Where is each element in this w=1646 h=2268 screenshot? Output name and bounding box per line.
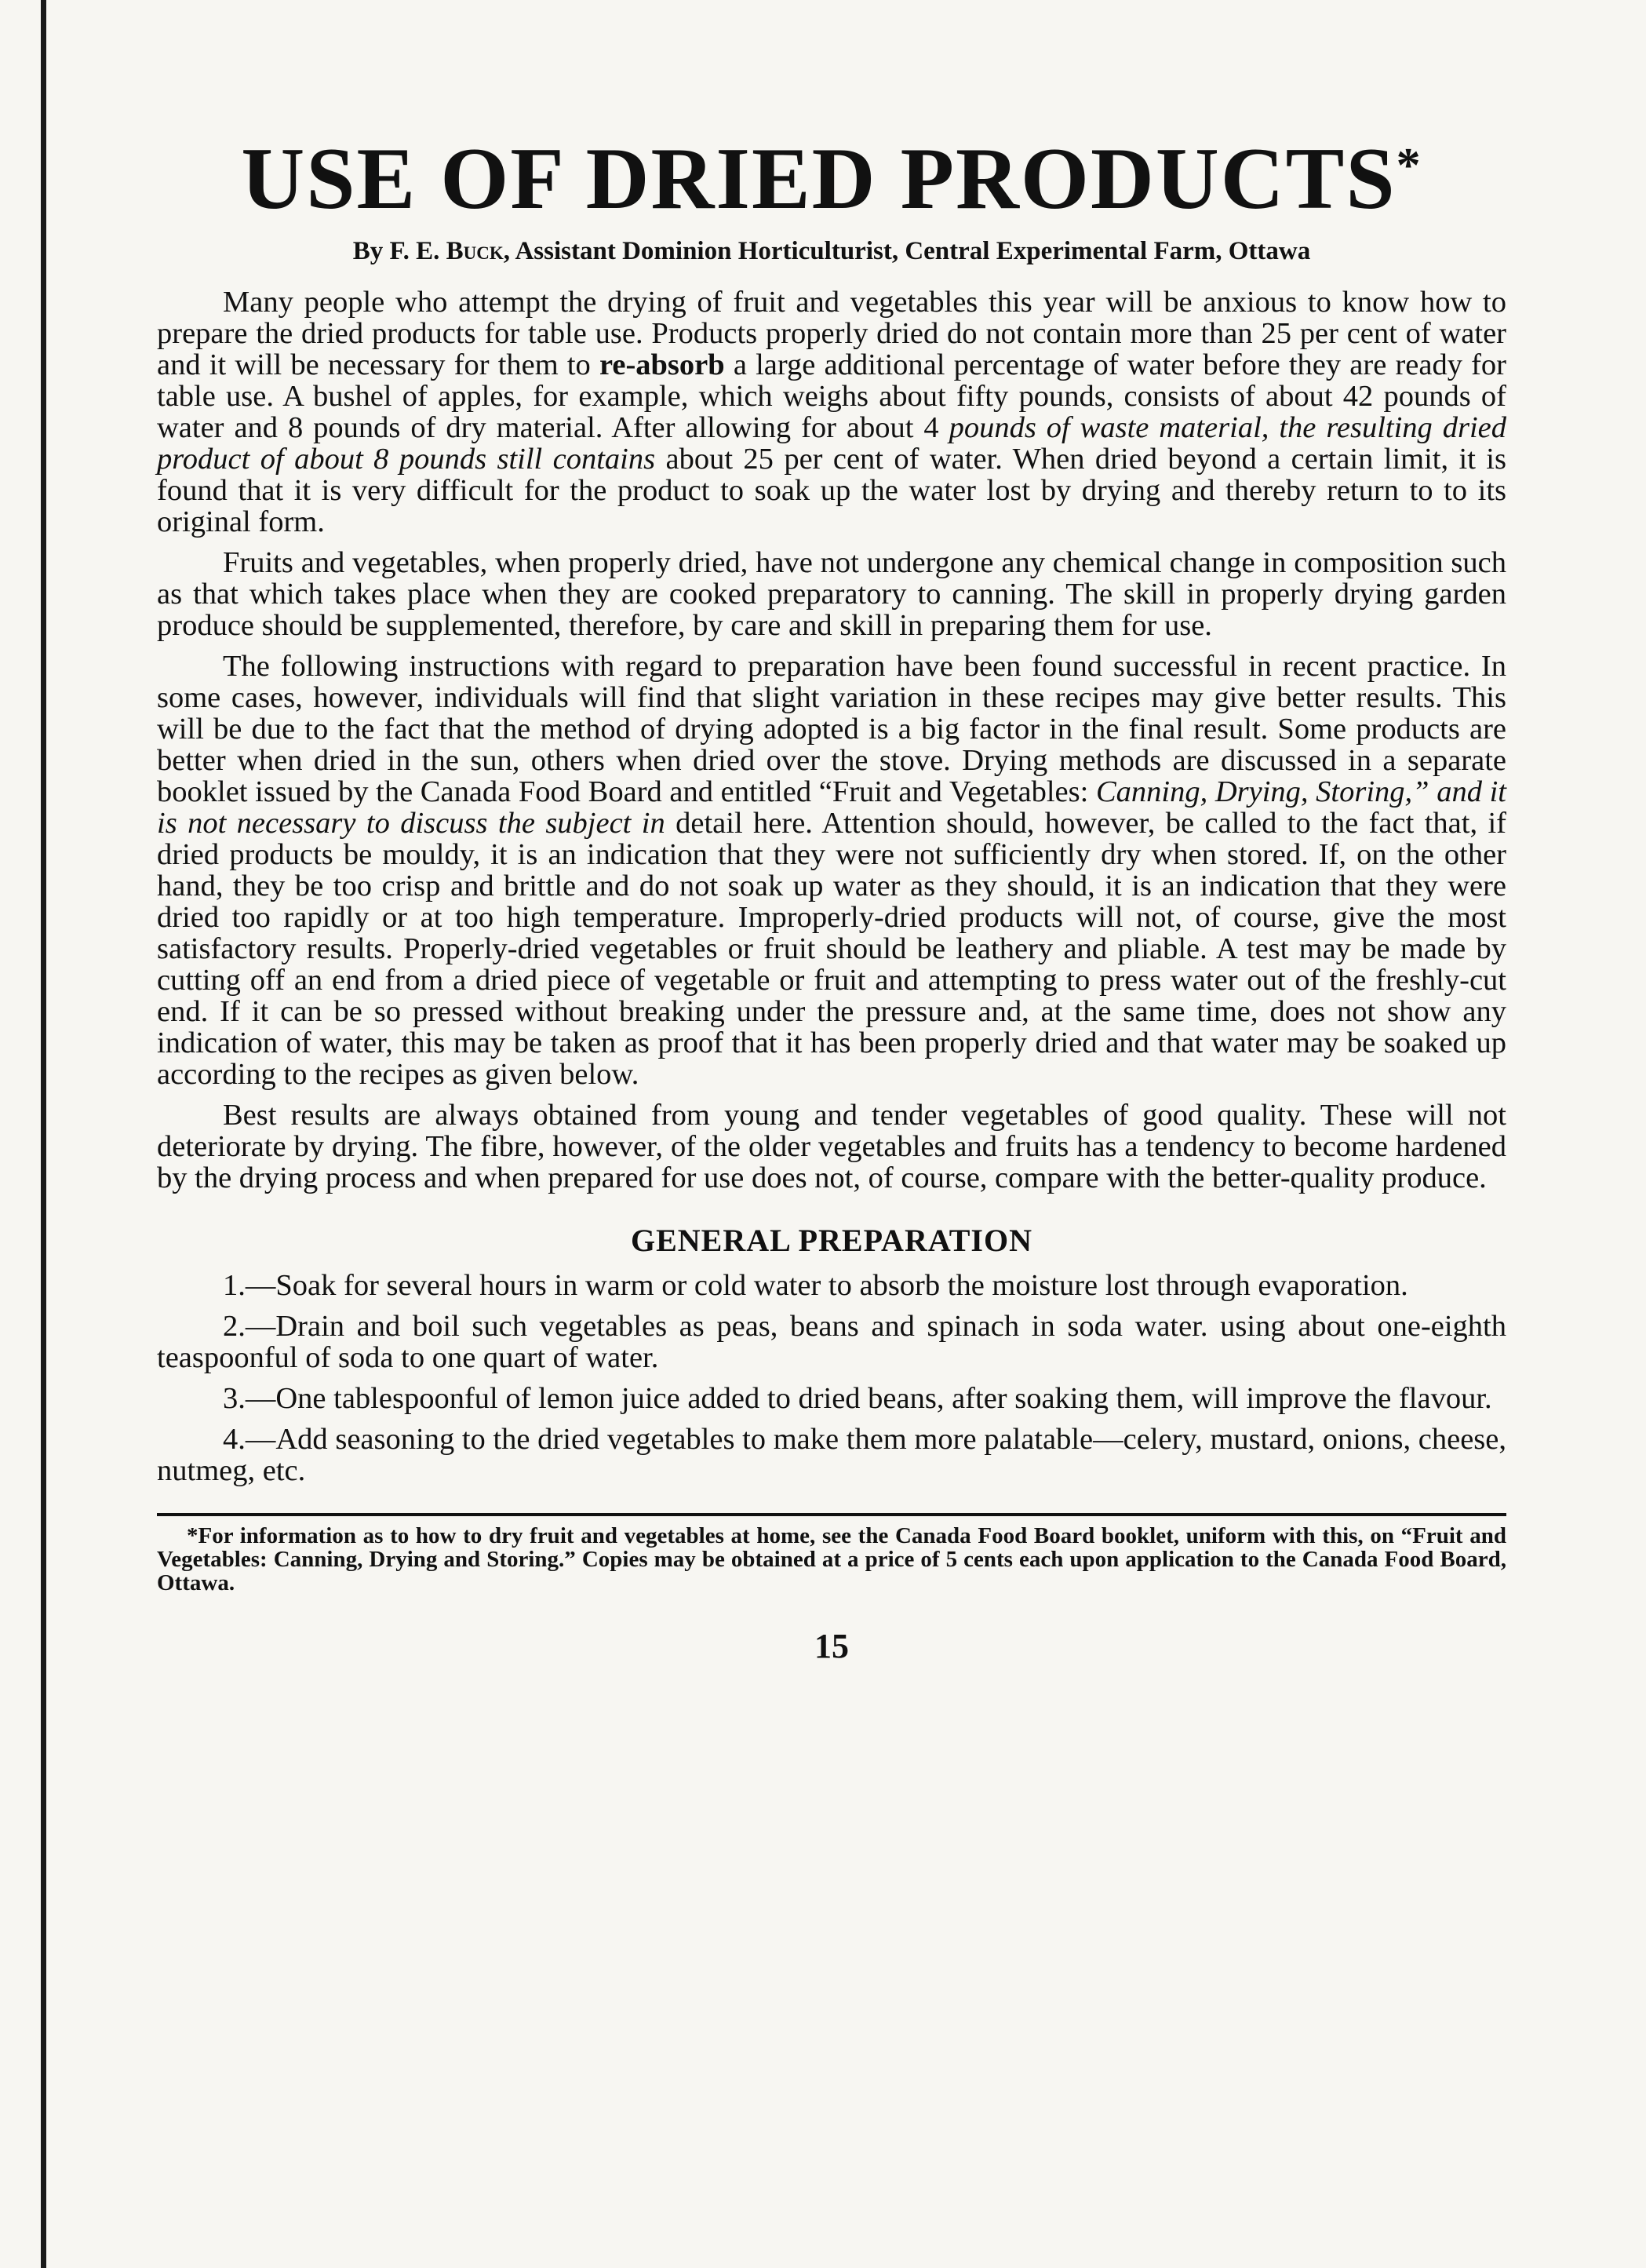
paragraph-3-text-a: The following instructions with regard to preparation have been found successful in recent practice. In some cases, however, individuals will find that slight variation in these recipes may give better results. This will be due to the fact that the method of drying adopted is a big factor in the final result. Some products are better when dried in the sun, others when dried over the stove. Drying methods are discussed in a separate booklet issued by the Canada Food Board and entitled “Fruit and Vegetables: — [157, 649, 1506, 808]
paragraph-1-text-a: Many people who attempt the drying of fruit and vegetables this year will be anxious to know how to prepare the dried products for table use. Products properly dried do not contain more than 25 per cent of water and it will be necessary for them to — [157, 285, 1506, 381]
step-item: 4.—Add seasoning to the dried vegetables to make them more palatable—celery, mustard, onions, cheese, nutmeg, etc. — [157, 1422, 1506, 1487]
paragraph-3-text-b: detail here. Attention should, however, be called to the fact that, if dried products be mouldy, it is an indication that they were not sufficiently dry when stored. If, on the other hand, they be too crisp and brittle and do not soak up water as they should, it is an indication that they were dried too rapidly or at too high temperature. Improperly-dried products will not, of course, give the most satisfactory results. Properly-dried vegetables or fruit should be leathery and pliable. A test may be made by cutting off an end from a dried piece of vegetable or fruit and attempting to press water out of the freshly-cut end. If it can be so pressed without breaking under the pressure and, at the same time, does not show any indication of water, this may be taken as proof that it has been properly dried and that water may be soaked up according to the recipes as given below. — [157, 806, 1506, 1091]
footnote: *For information as to how to dry fruit and vegetables at home, see the Canada Food Board booklet, uniform with this, on “Fruit and Vegetables: Canning, Drying and Storing.” Copies may be obtained at a price of 5 cents each upon application to the Canada Food Board, Ottawa. — [157, 1522, 1506, 1595]
scan-edge-line — [41, 0, 46, 2268]
paragraph-3-italic: Canning, Drying, Storing,” and it is not necessary to discuss the subject in — [157, 775, 1506, 840]
paragraph-1-italic: pounds of waste material, the resulting dried product of about 8 pounds still contains — [157, 410, 1507, 476]
page-title — [157, 130, 1506, 228]
paragraph-2: Fruits and vegetables, when properly dried, have not undergone any chemical change in composition such as that which takes place when they are cooked preparatory to canning. The skill in properly drying garden produce should be supplemented, therefore, by care and skill in preparing them for use. — [157, 545, 1506, 642]
document-page — [157, 130, 1507, 1666]
section-heading: GENERAL PREPARATION — [630, 1222, 1032, 1258]
title-footnote-mark: * — [1396, 139, 1422, 192]
paragraph-1 — [157, 286, 1506, 538]
byline — [157, 237, 1506, 266]
byline-author: F. E. Buck — [389, 236, 504, 265]
paragraph-1-text-c: about 25 per cent of water. When dried beyond a certain limit, it is found that it is very difficult for the product to soak up the water lost by drying and thereby return to to its original form. — [157, 442, 1506, 538]
step-item: 3.—One tablespoonful of lemon juice added to dried beans, after soaking them, will improve the flavour. — [223, 1381, 1492, 1415]
page-number: 15 — [814, 1626, 849, 1665]
paragraph-4: Best results are always obtained from young and tender vegetables of good quality. These will not deteriorate by drying. The fibre, however, of the older vegetables and fruits has a tendency to become hardened by the drying process and when prepared for use does not, of course, compare with the better-quality produce. — [157, 1098, 1506, 1194]
paragraph-1-text-b: a large additional percentage of water before they are ready for table use. A bushel of apples, for example, which weighs about fifty pounds, consists of about 42 pounds of water and 8 pounds of dry material. After allowing for about 4 — [157, 348, 1506, 444]
paragraph-1-bold: re-absorb — [599, 348, 725, 381]
step-item: 2.—Drain and boil such vegetables as peas, beans and spinach in soda water. using about one-eighth teaspoonful of soda to one quart of water. — [157, 1309, 1506, 1374]
byline-affiliation: , Assistant Dominion Horticulturist, Central Experimental Farm, Ottawa — [503, 236, 1311, 265]
paragraph-3 — [157, 651, 1506, 1090]
footnote-divider — [157, 1513, 1506, 1516]
byline-prefix: By — [352, 236, 384, 265]
title-text: USE OF DRIED PRODUCTS — [241, 130, 1397, 228]
step-item: 1.—Soak for several hours in warm or cold water to absorb the moisture lost through evaporation. — [223, 1268, 1408, 1302]
